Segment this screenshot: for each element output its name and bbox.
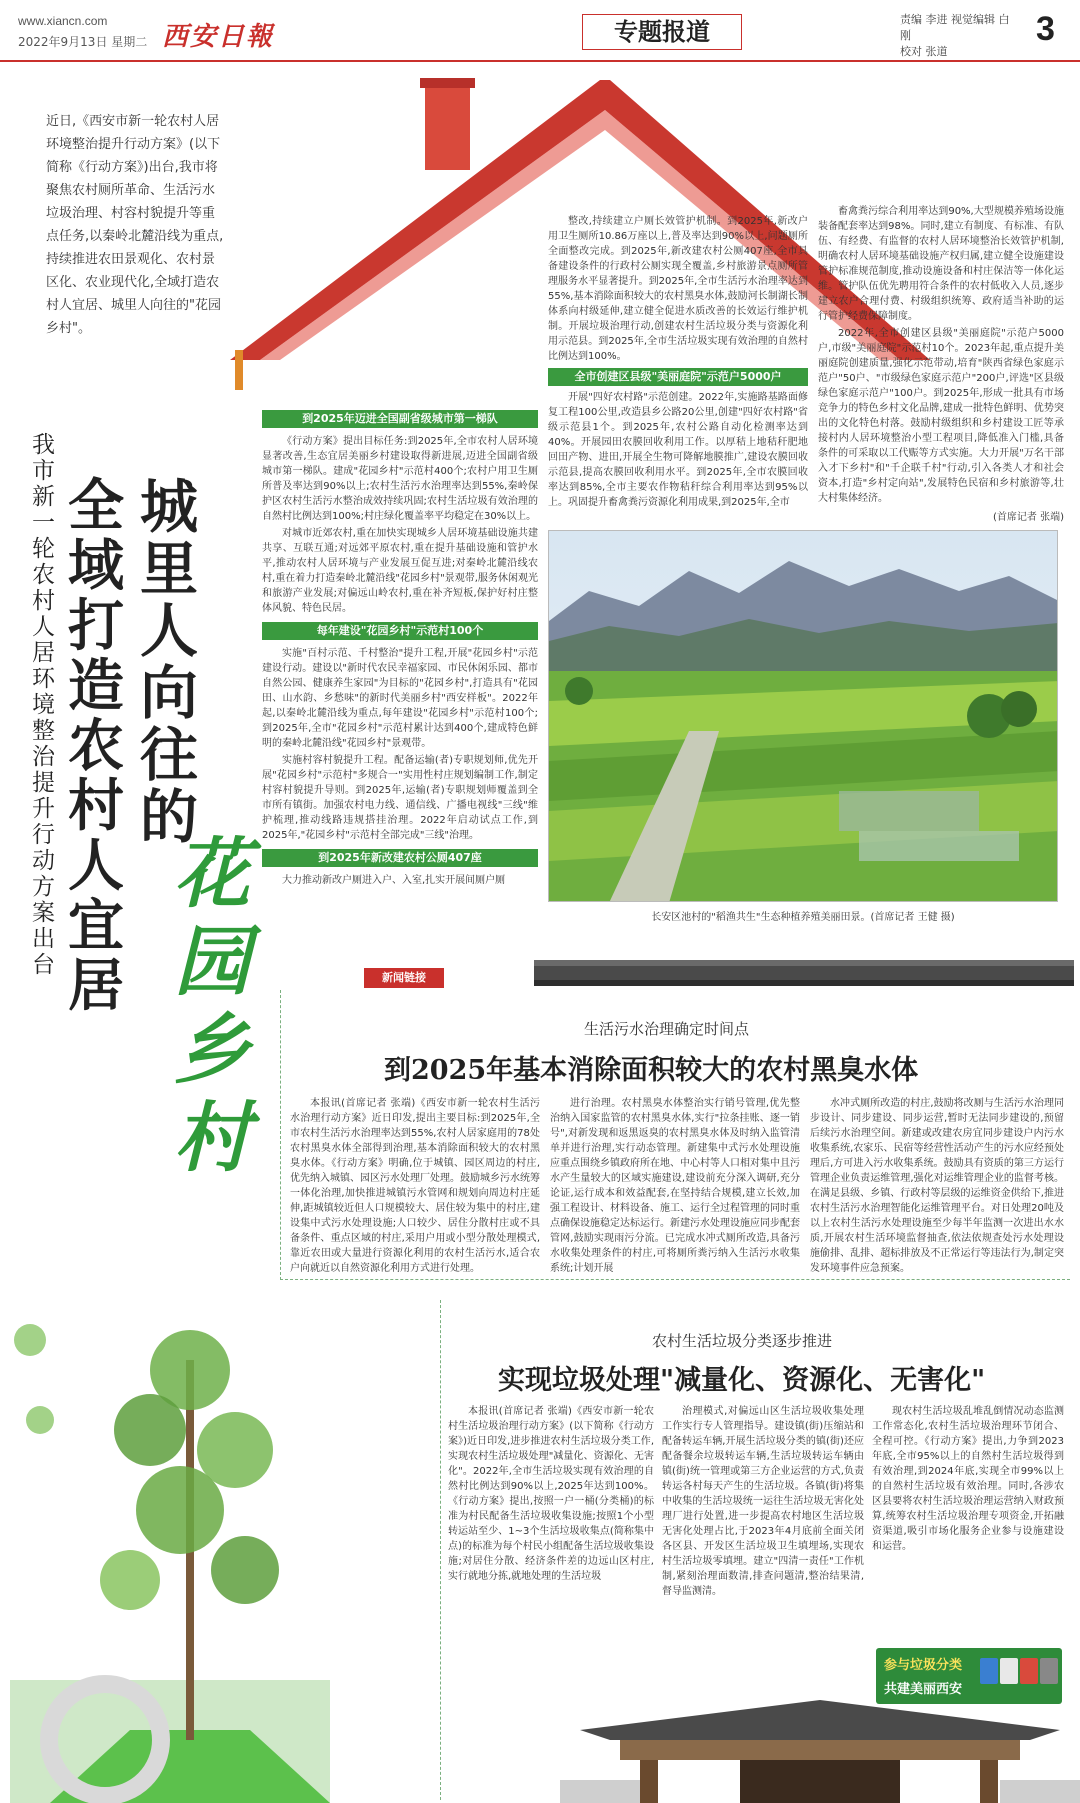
other-bin-icon [1040, 1658, 1058, 1684]
section-3-col-3 [872, 1404, 1064, 1556]
main-byline: (首席记者 张端) [993, 512, 1064, 523]
col2-para-2: 开展"四好农村路"示范创建。2022年,实施路基路面修复工程100公里,改造县乡公路20公里,创建"四好农村路"省级示范县1个。到2025年,农村公路自动化检测率达到40%。开展园田农膜回收利用工作。以厚秸上地秸秆肥地回田产物、进田,开展全生物可降解地膜推广,建设农膜回收示范县,提高农膜回收利用水平。到2025年,全市农膜回收率达到85%,全市主要农作物秸秆综合利用率达到95%以上。巩固提升畜禽粪污资源化利用成果,到2025年,全市 [548, 392, 808, 508]
col3-para-2: 2022年,全市创建区县级"美丽庭院"示范户5000户,市级"美丽庭院"示范村10个。2023年起,重点提升美丽庭院创建质量,强化示范带动,培育"陕西省绿色家庭示范户"50户、"市级绿色家庭示范户"200户,评选"区县级绿色家庭示范户"100户。到2025年,形成一批具有市场竞争力的特色乡村文化品牌,建成一批特色鲜明、优势突出的文化特色村落。鼓励村级组织和乡村建设工匠等承接村内人居环境整治小型工程项目,降低准入门槛,具备条件的可采取以工代赈等方式实施。大力开展"万名干部入才下乡村"和"千企联千村"行动,引入各类人才和社会资本,打造"乡村定向站",发展特色民宿和乡村旅游等,壮大村集体经济。 [818, 328, 1064, 504]
col1-para-5: 大力推动新改户厕进入户、入室,扎实开展间厕户厕 [282, 875, 506, 886]
kitchen-bin-icon [1000, 1658, 1018, 1684]
landscape-photo [548, 530, 1058, 902]
section-3-headline: 实现垃圾处理"减量化、资源化、无害化" [498, 1365, 986, 1396]
headline-calligraphy: 花园乡村 [174, 829, 250, 1182]
col3-para-1: 畜禽粪污综合利用率达到90%,大型规模养殖场设施装备配套率达到98%。同时,建立有制度、有标准、有队伍、有经费、有监督的农村人居环境整治长效管护机制,明确农村人居环境基础设施产权归属,建立健全设施建设管护标准规范制度,推动设施设备和村庄保洁等一体化运维。管护队伍优先聘用符合条件的农村低收入人员,逐步建立农户合理付费、村级组织统筹、政府适当补助的运行管护经费保障制度。 [818, 206, 1064, 322]
col1-para-1: 《行动方案》提出目标任务:到2025年,全市农村人居环境显著改善,生态宜居美丽乡村建设取得新进展,迈进全国副省级城市第一梯队。建成"花园乡村"示范村400个;农村户用卫生厕所普及率达到90%以上;农村生活污水治理率达到55%,秦岭保护区农村生活污水整治成效持续巩固;农村生活垃圾有效治理的自然村比例达到100%;村庄绿化覆盖率平均稳定在30%以上。 [262, 436, 538, 522]
badge-line-2: 共建美丽西安 [884, 1682, 963, 1697]
masthead-logo: 西安日報 [162, 22, 275, 52]
col1-para-4: 实施村容村貌提升工程。配备运输(者)专职规划师,优先开展"花园乡村"示范村"多规合一"实用性村庄规划编制工作,制定村容村貌提升导则。到2025年,运输(者)专职规划师覆盖到全市所有镇街。加强农村电力线、通信线、广播电视线"三线"维护梳理,推动线路违规搭挂治理。2022年启动试点工作,到2025年,"花园乡村"示范村全部完成"三线"治理。 [262, 755, 538, 841]
section-3-col-1 [448, 1404, 654, 1586]
tile-wall-decoration [534, 958, 1074, 986]
main-article-col-2 [548, 214, 808, 512]
issue-date: 2022年9月13日 星期二 [18, 35, 148, 49]
section-2-col-3-text: 水冲式厕所改造的村庄,鼓励将改厕与生活污水治理同步设计、同步建设、同步运营,暂时无法同步建设的,预留后续污水治理空间。新建或改建农房宜同步建设户内污水收集系统,农家乐、民宿等经营性活动产生的污水应经预处理后,方可进入污水收集系统。鼓励具有资质的第三方运行管理企业负责运维管理,强化对运维管理企业的监督考核。在满足县级、乡镇、行政村等层级的运维资金供给下,推进农村生活污水治理智能化运维管理平台。对日处理20吨及以上农村生活污水处理设施至少每半年监测一次进出水水质,开展农村生活环境监督抽查,依法依规查处污水处理设施偷排、乱排、超标排放及不正常运行等违法行为,制定突发环境事件应急预案。 [810, 1098, 1064, 1274]
chimney [425, 85, 470, 170]
recycle-bin-icon [980, 1658, 998, 1684]
col2-body-2 [548, 390, 808, 510]
section-3-col-2 [662, 1404, 864, 1601]
section-2-col-2-text: 进行治理。农村黑臭水体整治实行销号管理,优先整治纳入国家监管的农村黑臭水体,实行"拉条挂账、逐一销号",对新发现和返黑返臭的农村黑臭水体及时纳入监管清单并进行治理,实行动态管理。新建集中式污水处理设施应重点围绕乡镇政府所在地、中心村等人口相对集中且污水产生量较大的区域实施建设,建设前充分深入调研,充分论证,运行成本和效益配套,在坚持结合规模,建立长效,加强工程设计、材料设备、施工、运行全过程管理的同时重点确保设施稳定达标运行。新建污水处理设施应同步配套管网,鼓励实现雨污分流。已完成水冲式厕所改造,具备污水收集处理条件的村庄,可将厕所粪污纳入生活污水收集系统;计划开展 [550, 1098, 800, 1274]
col1-para-2: 对城市近郊农村,重在加快实现城乡人居环境基础设施共建共享、互联互通;对远郊平原农村,重在提升基础设施和管护水平,推动农村人居环境与产业发展互促互进;对秦岭北麓沿线农村,重在着力打造秦岭北麓沿线"花园乡村"景观带,服务休闲观光和旅游产业发展;对偏远山岭农村,重在补齐短板,保护好村庄整体风貌、特色民居。 [262, 528, 538, 614]
headline-kicker: 我市新一轮农村人居环境整治提升行动方案出台 [32, 432, 55, 978]
chimney-cap [420, 78, 475, 88]
col1-body-3 [262, 873, 538, 888]
section-2-kicker: 生活污水治理确定时间点 [584, 1020, 750, 1038]
section-2-col-3 [810, 1096, 1064, 1278]
col1-body-2 [262, 646, 538, 843]
col2-body [548, 214, 808, 364]
page-number: 3 [1036, 10, 1055, 48]
section-2-col-1-text: 本报讯(首席记者 张端)《西安市新一轮农村生活污水治理行动方案》近日印发,提出主要目标:到2025年,全市农村生活污水治理率达到55%,农村人居家庭用的78处农村黑臭水体全部得到治理,基本消除面积较大的农村黑臭水体。《行动方案》明确,位于城镇、园区周边的村庄,优先纳入城镇、园区污水处理厂处理。鼓励城乡污水统筹一体化治理,加快推进城镇污水管网和规划向周边村庄延伸,距城镇较近但人口规模较大、居住较为集中的村庄,建设集中式污水处理设施;人口较少、居住分散村庄或不具备条件、重点区域的村庄,采用户用或小型分散处理模式,靠近农田或大量进行资源化利用的农村生活污水,适合农户向就近以自然资源化利用方式进行处理。 [290, 1098, 540, 1274]
headline-line-1: 城里人向往的 [140, 473, 199, 851]
photo-caption: 长安区池村的"稻渔共生"生态种植养殖美丽田景。(首席记者 王健 摄) [651, 912, 955, 923]
subhead-garden-village: 每年建设"花园乡村"示范村100个 [262, 622, 538, 640]
rice-field-image [549, 531, 1058, 902]
col2-para-1: 整改,持续建立户厕长效管护机制。到2025年,新改户用卫生厕所10.86万座以上,普及率达到90%以上,问题厕所全面整改完成。到2025年,新改建农村公厕407座,全市具备建设条件的行政村公厕实现全覆盖,乡村旅游景点厕所管理服务水平显著提升。到2025年,全市生活污水治理率达到55%,基本消除面积较大的农村黑臭水体,鼓励河长制湖长制体系向村级延伸,建立健全促进水质改善的长效运行维护机制。开展垃圾治理行动,创建农村生活垃圾分类与资源化利用示范县。到2025年,全市生活垃圾实现有效治理的自然村比例达到100%。 [548, 216, 808, 362]
col1-para-3: 实施"百村示范、千村整治"提升工程,开展"花园乡村"示范建设行动。建设以"新时代农民幸福家园、市民休闲乐园、都市自然公园、健康养生家园"为目标的"花园乡村",打造具有"花园田、山水韵、乡愁味"的新时代美丽乡村"西安样板"。2022年起,以秦岭北麓沿线为重点,每年建设"花园乡村"示范村100个;到2025年,全市"花园乡村"示范村累计达到400个,建成特色鲜明的秦岭北麓沿线"花园乡村"景观带。 [262, 648, 538, 749]
col3-body [818, 204, 1064, 506]
roof-post [235, 350, 243, 390]
section-2-headline: 到2025年基本消除面积较大的农村黑臭水体 [384, 1055, 919, 1086]
badge-line-1: 参与垃圾分类 [884, 1658, 963, 1673]
news-link-tag: 新闻链接 [364, 968, 444, 988]
section-2-col-1 [290, 1096, 540, 1278]
headline-line-2: 全域打造农村人宜居 [68, 473, 124, 1019]
section-3-col-1-text: 本报讯(首席记者 张端)《西安市新一轮农村生活垃圾治理行动方案》(以下简称《行动方案》)近日印发,进步推进农村生活垃圾分类工作,实现农村生活垃圾处理"减量化、资源化、无害化"。2022年,全市生活垃圾实现有效治理的自然村比例达到90%以上,2025年达到100%。《行动方案》提出,按照一户一桶(分类桶)的标准为村民配备生活垃圾收集设施;按照1个小型转运站至少、1~3个生活垃圾收集点(简称集中点)的标准为每个村民小组配备生活垃圾收集设施;对居住分散、经济条件差的边远山区村庄,实行就地分拣,就地处理的生活垃圾 [448, 1406, 654, 1582]
subhead-beautiful-courtyard: 全市创建区县级"美丽庭院"示范户5000户 [548, 368, 808, 386]
traditional-gate-illustration [560, 1690, 1080, 1803]
editor-line-1: 责编 李进 视觉编辑 白刚 [900, 13, 1010, 42]
section-2-col-2 [550, 1096, 800, 1278]
section-title: 专题报道 [582, 14, 742, 50]
subhead-public-toilets: 到2025年新改建农村公厕407座 [262, 849, 538, 867]
col1-body [262, 434, 538, 616]
editor-line-2: 校对 张道 [900, 45, 948, 58]
hazard-bin-icon [1020, 1658, 1038, 1684]
intro-paragraph: 近日,《西安市新一轮农村人居环境整治提升行动方案》(以下简称《行动方案》)出台,我市将聚焦农村厕所革命、生活污水垃圾治理、村容村貌提升等重点任务,以秦岭北麓沿线为重点,持续推进农田景观化、农村景区化、农业现代化,全域打造农村人宜居、城里人向往的"花园乡村"。 [46, 114, 224, 336]
section-3-col-2-text: 治理模式,对偏远山区生活垃圾收集处理工作实行专人管理指导。建设镇(街)压缩站和配备转运车辆,开展生活垃圾分类的镇(街)还应配备餐余垃圾转运车辆,生活垃圾转运车辆由镇(街)统一管理或第三方企业运营的方式,负责转运各村每天产生的生活垃圾。各镇(街)将集中收集的生活垃圾统一运往生活垃圾无害化处理厂进行处置,进一步提高农村地区生活垃圾无害化处理占比,于2023年4月底前全面关闭各区县、开发区生活垃圾卫生填埋场,实现农村生活垃圾零填埋。建立"四清一责任"工作机制,紧刻治理面数清,排查问题清,整治结果清,督导监测清。 [662, 1406, 864, 1597]
section-3-kicker: 农村生活垃圾分类逐步推进 [652, 1332, 833, 1350]
main-article-col-3 [818, 204, 1064, 523]
subhead-2025-target: 到2025年迈进全国副省级城市第一梯队 [262, 410, 538, 428]
section-3-col-3-text: 现农村生活垃圾乱堆乱倒情况动态监测工作常态化,农村生活垃圾治理环节闭合、全程可控。《行动方案》提出,力争到2023年底,全市95%以上的自然村生活垃圾得到有效治理,到2024年底,实现全市99%以上的自然村生活垃圾有效治理。同时,各涉农区县要将农村生活垃圾治理运营纳入财政预算,统筹农村生活垃圾治理专项资金,开拓融资渠道,吸引市场化服务企业参与设施建设和运营。 [872, 1406, 1064, 1552]
main-article-col-1 [262, 410, 538, 890]
site-url[interactable]: www.xiancn.com [18, 14, 108, 28]
tree-garden-illustration [10, 1300, 330, 1803]
editor-credits [900, 12, 1020, 60]
